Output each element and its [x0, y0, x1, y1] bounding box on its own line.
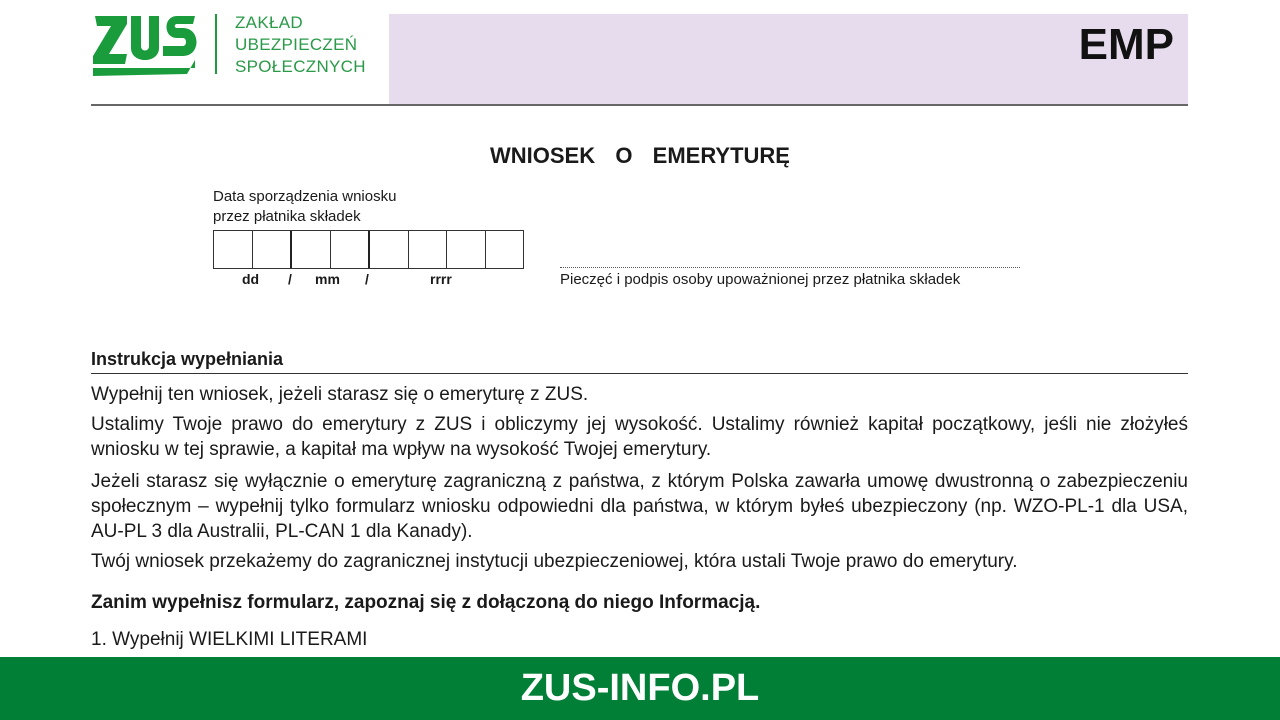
instructions-heading: Instrukcja wypełniania: [91, 349, 284, 369]
date-box[interactable]: [485, 231, 524, 268]
date-label: [213, 187, 396, 227]
instruction-paragraph: Ustalimy Twoje prawo do emerytury z ZUS i obliczymy jej wysokość. Ustalimy również kapitał początkowy, jeśli nie złożyłeś wniosku w tej sprawie, a kapitał ma wpływ na wysokość Twojej emerytury.: [91, 414, 1188, 460]
instruction-paragraph: Twój wniosek przekażemy do zagranicznej instytucji ubezpieczeniowej, która ustali Twoje prawo do emerytury.: [91, 551, 1018, 572]
date-box[interactable]: [290, 231, 330, 268]
org-line: ZAKŁAD: [235, 13, 303, 32]
zus-logo-icon: [91, 12, 197, 76]
form-title: WNIOSEK O EMERYTURĘ: [490, 143, 790, 168]
header-divider: [91, 104, 1188, 106]
form-code: EMP: [1078, 20, 1174, 69]
instruction-step: 1. Wypełnij WIELKIMI LITERAMI: [91, 629, 368, 650]
organization-name: [235, 12, 366, 78]
date-box[interactable]: [330, 231, 369, 268]
date-format-day: dd: [242, 271, 260, 287]
date-format-sep: /: [365, 271, 369, 287]
date-format-month: mm: [315, 271, 340, 287]
header-band: [389, 14, 1188, 104]
footer-banner: ZUS-INFO.PL: [0, 657, 1280, 720]
date-format-year: rrrr: [430, 271, 452, 287]
date-box[interactable]: [408, 231, 447, 268]
date-box[interactable]: [214, 231, 252, 268]
signature-line: [560, 267, 1020, 268]
logo-separator: [215, 14, 217, 74]
date-input-boxes[interactable]: [213, 230, 524, 269]
date-label-line: przez płatnika składek: [213, 208, 361, 225]
date-box[interactable]: [368, 231, 408, 268]
instruction-paragraph: Wypełnij ten wniosek, jeżeli starasz się o emeryturę z ZUS.: [91, 384, 589, 405]
org-line: SPOŁECZNYCH: [235, 57, 366, 76]
date-box[interactable]: [446, 231, 485, 268]
date-box[interactable]: [252, 231, 291, 268]
instructions-divider: [91, 373, 1188, 374]
org-line: UBEZPIECZEŃ: [235, 35, 358, 54]
signature-caption: Pieczęć i podpis osoby upoważnionej przez płatnika składek: [560, 271, 961, 288]
instruction-bold-note: Zanim wypełnisz formularz, zapoznaj się z dołączoną do niego Informacją.: [91, 592, 761, 613]
date-format-sep: /: [288, 271, 292, 287]
date-label-line: Data sporządzenia wniosku: [213, 188, 397, 205]
instruction-paragraph: Jeżeli starasz się wyłącznie o emeryturę zagraniczną z państwa, z którym Polska zawarła umowę dwustronną o zabezpieczeniu społecznym – wypełnij tylko formularz wniosku odpowiedni dla państwa, w którym byłeś ubezpieczony (np. WZO-PL-1 dla USA, AU-PL 3 dla Australii, PL-CAN 1 dla Kanady).: [91, 471, 1188, 542]
